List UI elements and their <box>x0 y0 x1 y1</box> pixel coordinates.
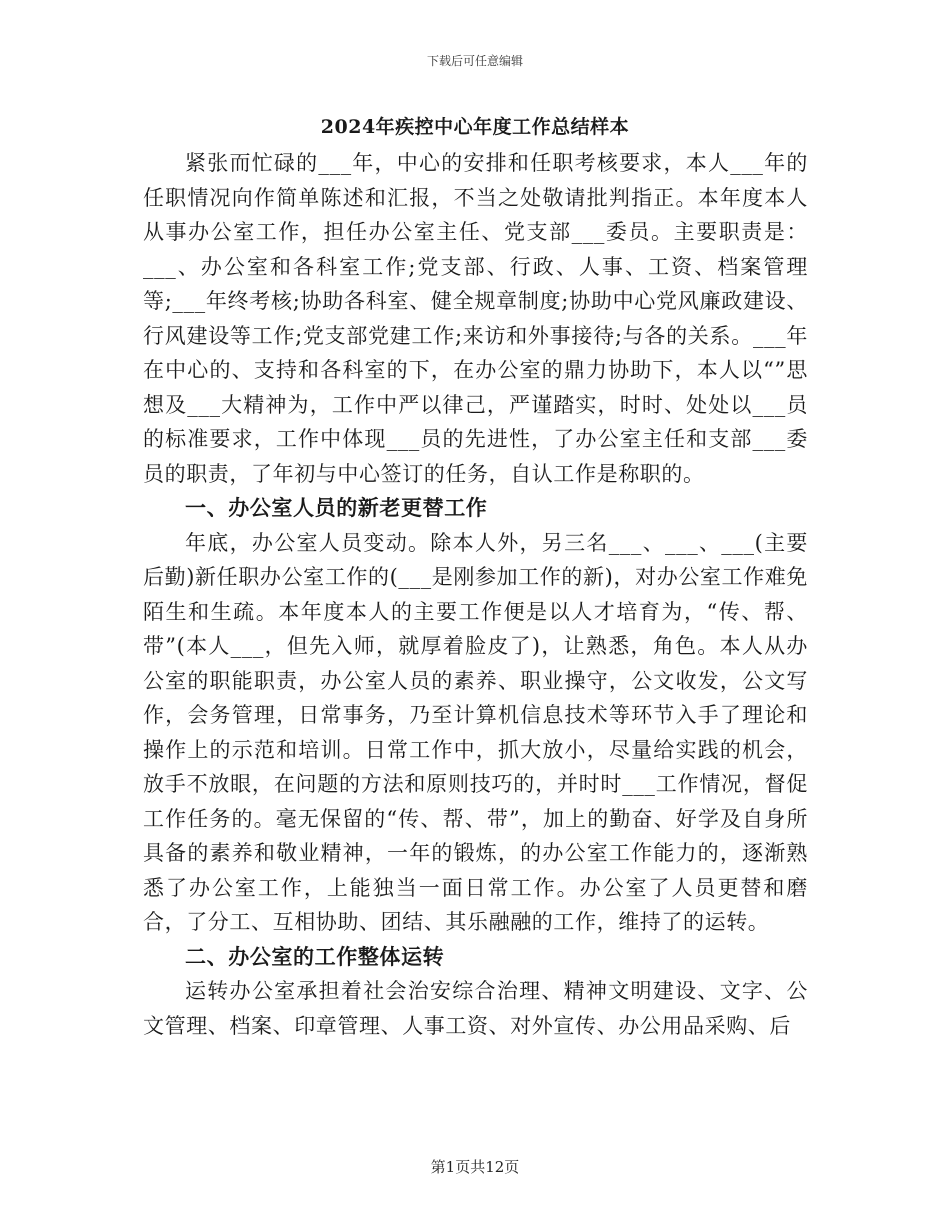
intro-paragraph: 紧张而忙碌的___年，中心的安排和任职考核要求，本人___年的任职情况向作简单陈述和汇报，不当之处敬请批判指正。本年度本人从事办公室工作，担任办公室主任、党支部___委员。主要职责是：___、办公室和各科室工作;党支部、行政、人事、工资、档案管理等;___年终考核;协助各科室、健全规章制度;协助中心党风廉政建设、行风建设等工作;党支部党建工作;来访和外事接待;与各的关系。___年在中心的、支持和各科室的下，在办公室的鼎力协助下，本人以“”思想及___大精神为，工作中严以律己，严谨踏实，时时、处处以___员的标准要求，工作中体现___员的先进性，了办公室主任和支部___委员的职责，了年初与中心签订的任务，自认工作是称职的。 <box>143 151 808 486</box>
section-2-paragraph: 运转办公室承担着社会治安综合治理、精神文明建设、文字、公文管理、档案、印章管理、人事工资、对外宣传、办公用品采购、后 <box>143 979 808 1038</box>
document-title: 2024年疾控中心年度工作总结样本 <box>320 116 630 138</box>
section-1-heading: 一、办公室人员的新老更替工作 <box>185 495 488 520</box>
page-header-note: 下载后可任意编辑 <box>426 54 523 68</box>
section-1-paragraph: 年底，办公室人员变动。除本人外，另三名___、___、___(主要后勤)新任职办公室工作的(___是刚参加工作的新)，对办公室工作难免陌生和生疏。本年度本人的主要工作便是以人才培育为，“传、帮、带”(本人___，但先入师，就厚着脸皮了)，让熟悉，角色。本人从办公室的职能职责，办公室人员的素养、职业操守，公文收发，公文写作，会务管理，日常事务，乃至计算机信息技术等环节入手了理论和操作上的示范和培训。日常工作中，抓大放小，尽量给实践的机会，放手不放眼，在问题的方法和原则技巧的，并时时___工作情况，督促工作任务的。毫无保留的“传、帮、带”，加上的勤奋、好学及自身所具备的素养和敬业精神，一年的锻炼，的办公室工作能力的，逐渐熟悉了办公室工作，上能独当一面日常工作。办公室了人员更替和磨合，了分工、互相协助、团结、其乐融融的工作，维持了的运转。 <box>143 530 808 934</box>
document-body <box>143 146 808 1043</box>
section-2-heading: 二、办公室的工作整体运转 <box>185 943 445 969</box>
page-number-footer: 第1页共12页 <box>430 1158 520 1176</box>
